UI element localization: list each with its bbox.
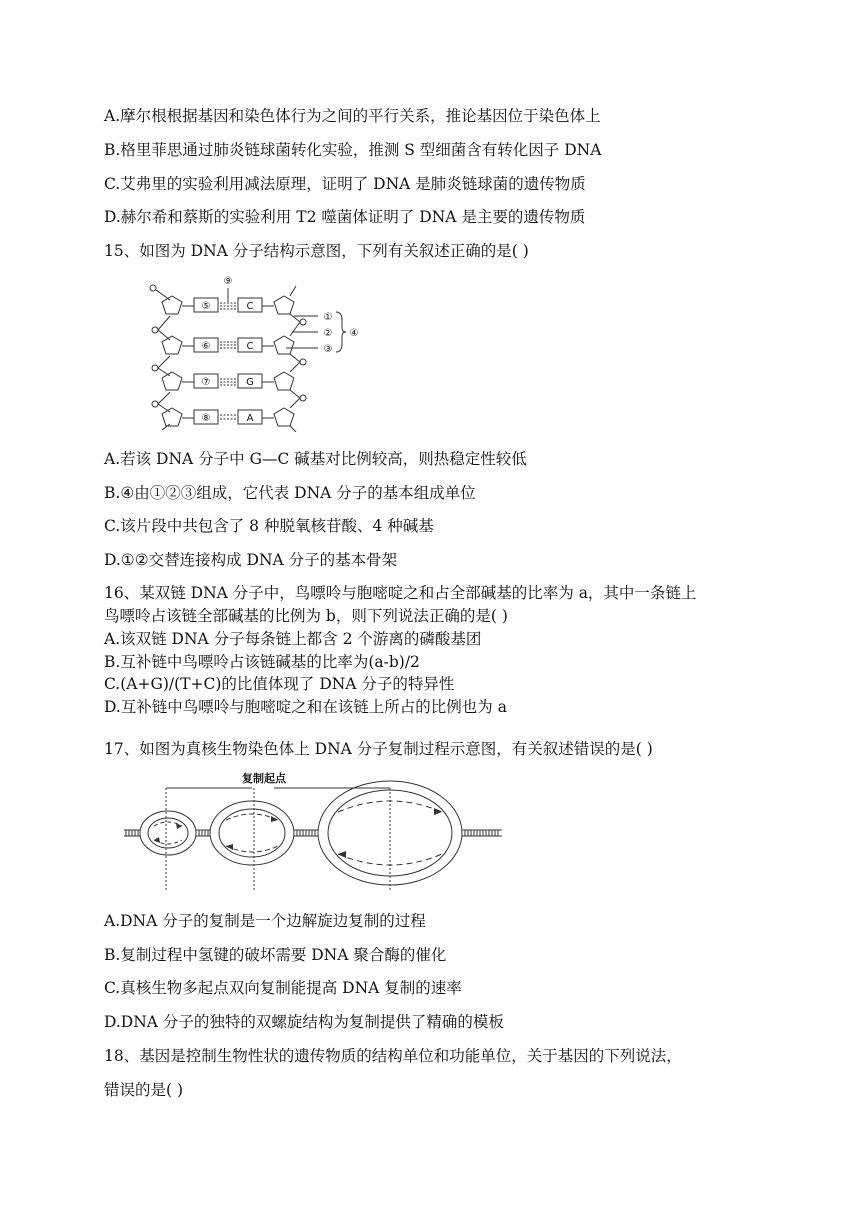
q16-stem-line1: 16、某双链 DNA 分子中，鸟嘌呤与胞嘧啶之和占全部碱基的比率为 a，其中一条链上 [104,584,697,602]
q15-option-a: A.若该 DNA 分子中 G—C 碱基对比例较高，则热稳定性较低 [104,450,527,468]
label-7: ⑦ [201,377,211,388]
q17-option-d: D.DNA 分子的独特的双螺旋结构为复制提供了精确的模板 [104,1013,504,1031]
label-2: ② [323,328,333,339]
q18-stem-line1: 18、基因是控制生物性状的遗传物质的结构单位和功能单位，关于基因的下列说法， [104,1047,682,1065]
q17-option-c: C.真核生物多起点双向复制能提高 DNA 复制的速率 [104,979,462,997]
base-3: G [246,377,254,388]
label-5: ⑤ [201,301,211,312]
q15-option-b: B.④由①②③组成，它代表 DNA 分子的基本组成单位 [104,484,476,502]
q15-stem: 15、如图为 DNA 分子结构示意图，下列有关叙述正确的是( ) [104,242,529,260]
base-1: C [246,301,254,312]
dna-replication-figure [124,768,504,898]
dna-structure-figure [140,272,370,432]
q14-option-d: D.赫尔希和蔡斯的实验利用 T2 噬菌体证明了 DNA 是主要的遗传物质 [104,208,586,226]
q16-option-d: D.互补链中鸟嘌呤与胞嘧啶之和在该链上所占的比例也为 a [104,698,507,716]
q14-option-a: A.摩尔根根据基因和染色体行为之间的平行关系，推论基因位于染色体上 [104,107,601,125]
label-1: ① [323,312,333,323]
q17-stem: 17、如图为真核生物染色体上 DNA 分子复制过程示意图，有关叙述错误的是( ) [104,740,653,758]
q16-stem-line2: 鸟嘌呤占该链全部碱基的比例为 b，则下列说法正确的是( ) [104,607,508,625]
label-6: ⑥ [201,341,211,352]
base-4: A [246,413,254,424]
q15-option-d: D.①②交替连接构成 DNA 分子的基本骨架 [104,551,398,569]
base-2: C [246,341,254,352]
label-8: ⑧ [201,413,211,424]
q14-option-c: C.艾弗里的实验利用减法原理，证明了 DNA 是肺炎链球菌的遗传物质 [104,175,586,193]
q17-option-b: B.复制过程中氢键的破坏需要 DNA 聚合酶的催化 [104,946,447,964]
q14-option-b: B.格里菲思通过肺炎链球菌转化实验，推测 S 型细菌含有转化因子 DNA [104,141,602,159]
q16-option-c: C.(A+G)/(T+C)的比值体现了 DNA 分子的特异性 [104,675,455,693]
label-3: ③ [323,344,333,355]
q18-stem-line2: 错误的是( ) [104,1081,184,1099]
q17-option-a: A.DNA 分子的复制是一个边解旋边复制的过程 [104,912,426,930]
q16-option-a: A.该双链 DNA 分子每条链上都含 2 个游离的磷酸基团 [104,630,482,648]
q15-option-c: C.该片段中共包含了 8 种脱氧核苷酸、4 种碱基 [104,517,434,535]
label-9: ⑨ [223,276,233,287]
q16-option-b: B.互补链中鸟嘌呤占该链碱基的比率为(a-b)/2 [104,653,420,671]
origin-label: 复制起点 [242,772,286,785]
label-4: ④ [349,328,359,339]
